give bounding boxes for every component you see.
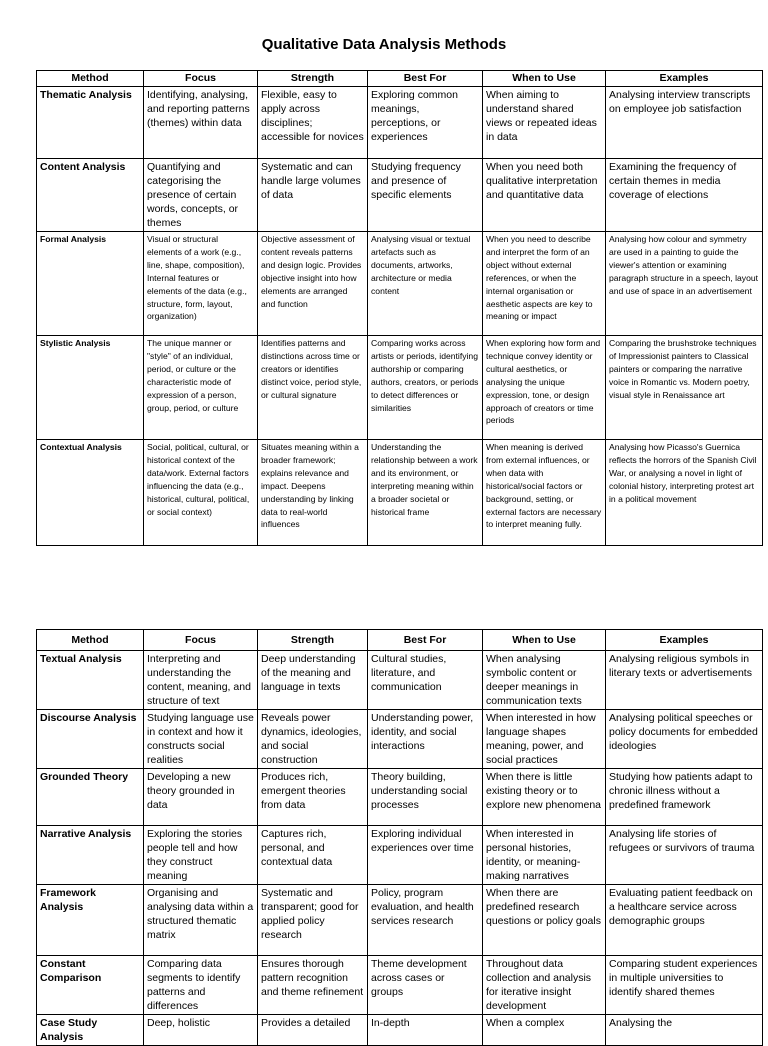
table-row: [37, 651, 763, 710]
table-cell: Ensures thorough pattern recognition and theme refinement: [258, 956, 368, 1015]
table-cell: Analysing how Picasso's Guernica reflects the horrors of the Spanish Civil War, or analysing a novel in light of colonial history, interpreting protest art in a political movement: [606, 440, 763, 546]
table-row: [37, 885, 763, 956]
method-cell: Grounded Theory: [37, 769, 144, 826]
column-header: When to Use: [483, 71, 606, 87]
method-cell: Textual Analysis: [37, 651, 144, 710]
column-header: Best For: [368, 71, 483, 87]
table-cell: Understanding the relationship between a work and its environment, or interpreting meaning within a broader societal or historical frame: [368, 440, 483, 546]
column-header: When to Use: [483, 630, 606, 651]
table-cell: When aiming to understand shared views or repeated ideas in data: [483, 87, 606, 159]
table-row: [37, 769, 763, 826]
table-cell: When interested in personal histories, identity, or meaning-making narratives: [483, 826, 606, 885]
table-cell: Comparing works across artists or periods, identifying authorship or comparing authors, creators, or periods to detect differences or similarities: [368, 336, 483, 440]
table-cell: Exploring common meanings, perceptions, or experiences: [368, 87, 483, 159]
method-cell: Thematic Analysis: [37, 87, 144, 159]
column-header: Examples: [606, 630, 763, 651]
table-cell: Theme development across cases or groups: [368, 956, 483, 1015]
table-cell: Studying frequency and presence of specific elements: [368, 159, 483, 232]
method-cell: Case Study Analysis: [37, 1015, 144, 1046]
method-cell: Framework Analysis: [37, 885, 144, 956]
methods-table-1: [36, 70, 763, 546]
table-cell: When you need both qualitative interpretation and quantitative data: [483, 159, 606, 232]
table-cell: Analysing the: [606, 1015, 763, 1046]
table-cell: Analysing interview transcripts on employee job satisfaction: [606, 87, 763, 159]
header-row: [37, 630, 763, 651]
table-cell: Objective assessment of content reveals patterns and design logic. Provides objective insight into how elements are arranged and function: [258, 232, 368, 336]
table-cell: When analysing symbolic content or deeper meanings in communication texts: [483, 651, 606, 710]
table-cell: Flexible, easy to apply across disciplines; accessible for novices: [258, 87, 368, 159]
table-cell: Identifies patterns and distinctions across time or creators or identifies distinct voice, period style, or cultural signature: [258, 336, 368, 440]
table-cell: Interpreting and understanding the content, meaning, and structure of text: [144, 651, 258, 710]
table-cell: Analysing political speeches or policy documents for embedded ideologies: [606, 710, 763, 769]
table-cell: Examining the frequency of certain themes in media coverage of elections: [606, 159, 763, 232]
table-cell: Visual or structural elements of a work (e.g., line, shape, composition), Internal features or elements of the data (e.g., structure, form, layout, organization): [144, 232, 258, 336]
table-row: [37, 159, 763, 232]
table-cell: Studying language use in context and how it constructs social realities: [144, 710, 258, 769]
table-row: [37, 710, 763, 769]
table-cell: Policy, program evaluation, and health services research: [368, 885, 483, 956]
table-cell: When interested in how language shapes meaning, power, and social practices: [483, 710, 606, 769]
table-cell: Comparing data segments to identify patterns and differences: [144, 956, 258, 1015]
table-cell: When exploring how form and technique convey identity or cultural aesthetics, or analysing the unique expression, tone, or design approach of creators or time periods: [483, 336, 606, 440]
table-cell: Comparing the brushstroke techniques of Impressionist painters to Classical painters or comparing the narrative voice in Romantic vs. Modern poetry, visual style in Renaissance art: [606, 336, 763, 440]
table-cell: The unique manner or "style" of an individual, period, or culture or the characteristic mode of expression of a person, group, period, or culture: [144, 336, 258, 440]
table-cell: Produces rich, emergent theories from data: [258, 769, 368, 826]
method-cell: Contextual Analysis: [37, 440, 144, 546]
column-header: Strength: [258, 630, 368, 651]
column-header: Best For: [368, 630, 483, 651]
table-cell: When you need to describe and interpret the form of an object without external references, or when the internal organisation or aesthetic aspects are key to meaning or impact: [483, 232, 606, 336]
table-cell: In-depth: [368, 1015, 483, 1046]
column-header: Strength: [258, 71, 368, 87]
table-row: [37, 440, 763, 546]
header-row: [37, 71, 763, 87]
table-cell: Deep understanding of the meaning and language in texts: [258, 651, 368, 710]
method-cell: Constant Comparison: [37, 956, 144, 1015]
table-row: [37, 87, 763, 159]
column-header: Method: [37, 630, 144, 651]
method-cell: Formal Analysis: [37, 232, 144, 336]
table-cell: Quantifying and categorising the presence of certain words, concepts, or themes: [144, 159, 258, 232]
table-cell: Understanding power, identity, and social interactions: [368, 710, 483, 769]
table-cell: Captures rich, personal, and contextual data: [258, 826, 368, 885]
method-cell: Discourse Analysis: [37, 710, 144, 769]
table-cell: Provides a detailed: [258, 1015, 368, 1046]
column-header: Examples: [606, 71, 763, 87]
table-cell: Analysing life stories of refugees or survivors of trauma: [606, 826, 763, 885]
table-cell: When there are predefined research questions or policy goals: [483, 885, 606, 956]
methods-table-2: [36, 629, 763, 1046]
table-row: [37, 1015, 763, 1046]
table-cell: Situates meaning within a broader framework; explains relevance and impact. Deepens understanding by linking data to real-world influences: [258, 440, 368, 546]
table-cell: Deep, holistic: [144, 1015, 258, 1046]
table-cell: Comparing student experiences in multiple universities to identify shared themes: [606, 956, 763, 1015]
method-cell: Content Analysis: [37, 159, 144, 232]
table-cell: Organising and analysing data within a structured thematic matrix: [144, 885, 258, 956]
table-row: [37, 826, 763, 885]
column-header: Focus: [144, 630, 258, 651]
table-row: [37, 336, 763, 440]
page-title: Qualitative Data Analysis Methods: [261, 36, 507, 53]
method-cell: Stylistic Analysis: [37, 336, 144, 440]
table-cell: When meaning is derived from external influences, or when data with historical/social factors or background, setting, or external factors are necessary to interpret meaning fully.: [483, 440, 606, 546]
table-cell: Evaluating patient feedback on a healthcare service across demographic groups: [606, 885, 763, 956]
table-cell: Systematic and can handle large volumes of data: [258, 159, 368, 232]
table-cell: Studying how patients adapt to chronic illness without a predefined framework: [606, 769, 763, 826]
table-cell: Systematic and transparent; good for applied policy research: [258, 885, 368, 956]
table-cell: Identifying, analysing, and reporting patterns (themes) within data: [144, 87, 258, 159]
table-cell: Analysing religious symbols in literary texts or advertisements: [606, 651, 763, 710]
column-header: Focus: [144, 71, 258, 87]
table-cell: Analysing visual or textual artefacts such as documents, artworks, architecture or media content: [368, 232, 483, 336]
table-cell: Exploring individual experiences over time: [368, 826, 483, 885]
table-cell: Throughout data collection and analysis for iterative insight development: [483, 956, 606, 1015]
table-cell: Analysing how colour and symmetry are used in a painting to guide the viewer's attention or examining paragraph structure in a speech, layout and use of space in an advertisement: [606, 232, 763, 336]
column-header: Method: [37, 71, 144, 87]
table-cell: Developing a new theory grounded in data: [144, 769, 258, 826]
table-cell: Theory building, understanding social processes: [368, 769, 483, 826]
table-cell: Cultural studies, literature, and communication: [368, 651, 483, 710]
table-cell: Exploring the stories people tell and how they construct meaning: [144, 826, 258, 885]
method-cell: Narrative Analysis: [37, 826, 144, 885]
table-cell: Reveals power dynamics, ideologies, and social construction: [258, 710, 368, 769]
table-cell: When there is little existing theory or to explore new phenomena: [483, 769, 606, 826]
table-row: [37, 956, 763, 1015]
table-cell: When a complex: [483, 1015, 606, 1046]
table-row: [37, 232, 763, 336]
table-cell: Social, political, cultural, or historical context of the data/work. External factors influencing the data (e.g., historical, cultural, political, or social context): [144, 440, 258, 546]
